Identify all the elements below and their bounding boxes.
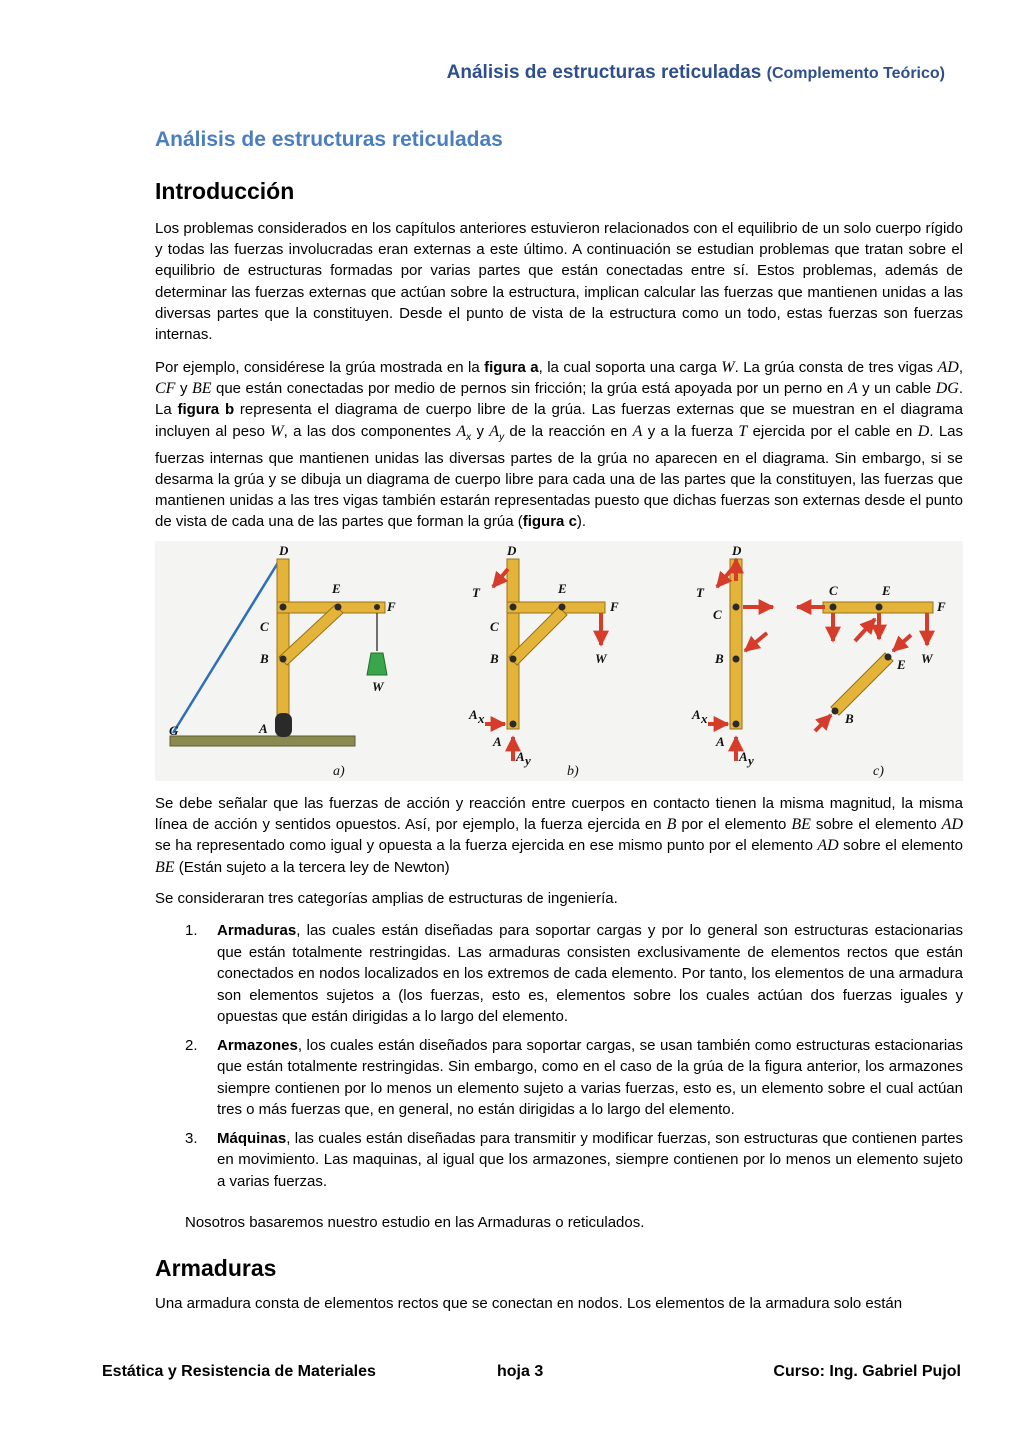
svg-text:D: D <box>732 543 742 558</box>
svg-text:A: A <box>493 734 502 749</box>
svg-text:B: B <box>845 711 854 726</box>
structure-categories-list <box>185 920 963 1199</box>
svg-text:C: C <box>490 619 499 634</box>
svg-text:A: A <box>692 707 701 722</box>
armaduras-heading: Armaduras <box>155 1255 277 1281</box>
document-title: Análisis de estructuras reticuladas <box>155 128 503 151</box>
caption-b: b) <box>567 764 579 779</box>
svg-text:W: W <box>595 651 607 666</box>
svg-text:A: A <box>716 734 725 749</box>
ref-figura-c: figura c <box>522 513 577 531</box>
beam-ad <box>277 559 289 719</box>
paragraph-categories: Se consideraran tres categorías amplias de estructuras de ingeniería. <box>155 890 618 907</box>
caption-c: c) <box>873 764 884 779</box>
ref-figura-b: figura b <box>177 401 235 419</box>
svg-text:F: F <box>937 599 946 614</box>
running-header <box>447 62 945 84</box>
footer-instructor: Curso: Ing. Gabriel Pujol <box>773 1363 961 1380</box>
svg-text:C: C <box>829 583 838 598</box>
svg-text:E: E <box>558 581 567 596</box>
list-item: 2. Armazones, los cuales están diseñados para soportar cargas, se usan también como estructuras estacionarias que están totalmente restringidas. Sin embargo, como en el caso de la grúa de la figura anterior, los armazones siempre contienen por lo menos un elemento sujeto a varias fuerzas, esto es, un elemento sobre el cual actúan tres o más fuerzas que, en general, no están dirigidas a lo largo del elemento. <box>185 1036 963 1118</box>
svg-text:C: C <box>713 607 722 622</box>
caption-a: a) <box>333 764 345 779</box>
svg-text:B: B <box>490 651 499 666</box>
svg-text:D: D <box>507 543 517 558</box>
ground <box>170 736 355 746</box>
svg-text:A: A <box>516 749 525 764</box>
intro-paragraph-2: Por ejemplo, considérese la grúa mostrada en la figura a, la cual soporta una carga W. La grúa consta de tres vigas AD, CF y BE que están conectadas por medio de pernos sin fricción; la grúa está apoyada por un perno en A y un cable DG. La figura b representa el diagrama de cuerpo libre de la grúa. Las fuerzas externas que se muestran en el diagrama incluyen al peso W, a las dos componentes $A_x$ y $A_y$ de la reacción en A y a la fuerza T ejercida por el cable en D. Las fuerzas internas que mantienen unidas las diversas partes de la grúa no aparecen en el diagrama. Sin embargo, si se desarma la grúa y se dibuja un diagrama de cuerpo libre para cada una de las partes que la constituyen, las fuerzas que mantienen unidas a las tres vigas también estarán representadas puesto que dichas fuerzas son externas desde el punto de vista de cada una de las partes que forman la grúa (figura c). <box>155 359 964 531</box>
svg-text:y: y <box>525 753 531 768</box>
footer-page-number: hoja 3 <box>497 1363 544 1380</box>
header-subtitle: (Complemento Teórico) <box>766 65 945 82</box>
label-a: A <box>259 721 268 736</box>
label-g: G <box>169 723 179 738</box>
svg-text:F: F <box>610 599 619 614</box>
weight-w <box>367 653 387 675</box>
label-d: D <box>279 543 289 558</box>
list-item: 3. Máquinas, las cuales están diseñadas para transmitir y modificar fuerzas, son estructuras que contienen partes en movimiento. Las maquinas, al igual que los armazones, siempre contienen por lo menos un elemento sujeto a varias fuerzas. <box>185 1129 963 1190</box>
armaduras-paragraph: Una armadura consta de elementos rectos que se conectan en nodos. Los elementos de la armadura solo están <box>155 1295 903 1312</box>
svg-text:T: T <box>696 585 704 600</box>
intro-paragraph-1: Los problemas considerados en los capítulos anteriores estuvieron relacionados con el equilibrio de un solo cuerpo rígido y todas las fuerzas involucradas eran externas a este último. A continuación se estudian problemas que tratan sobre el equilibrio de estructuras formadas por varias partes que están conectadas entre sí. Estos problemas, además de determinar las fuerzas externas que actúan sobre la estructura, implican calcular las fuerzas que mantienen unidas a las diversas partes que la constituyen. Desde el punto de vista de la estructura como un todo, estas fuerzas son fuerzas internas. <box>155 220 963 344</box>
label-b: B <box>260 651 269 666</box>
svg-text:A: A <box>739 749 748 764</box>
crane-figure <box>155 541 963 781</box>
paragraph-study-focus: Nosotros basaremos nuestro estudio en las Armaduras o reticulados. <box>185 1214 645 1231</box>
svg-text:x: x <box>701 711 708 726</box>
label-f: F <box>387 599 396 614</box>
svg-text:A: A <box>469 707 478 722</box>
ref-figura-a: figura a <box>484 359 539 376</box>
svg-text:y: y <box>748 753 754 768</box>
svg-text:T: T <box>472 585 480 600</box>
label-w: W <box>372 679 384 694</box>
label-c: C <box>260 619 269 634</box>
pin-support-a <box>275 713 292 737</box>
header-title: Análisis de estructuras reticuladas <box>446 62 762 83</box>
svg-text:B: B <box>715 651 724 666</box>
svg-text:W: W <box>921 651 933 666</box>
list-item: 1. Armaduras, las cuales están diseñadas para soportar cargas y por lo general son estructuras estacionarias que están totalmente restringidas. Las armaduras consisten exclusivamente de elementos rectos que están conectados en nodos localizados en los extremos de cada elemento. Por tanto, los elementos de una armadura son elementos sujetos a (los fuerzas, esto es, elementos sobre los cuales actúan dos fuerzas iguales y opuestas que están dirigidas a lo largo del elemento. <box>185 922 963 1025</box>
paragraph-action-reaction: Se debe señalar que las fuerzas de acción y reacción entre cuerpos en contacto tienen la misma magnitud, la misma línea de acción y sentidos opuestos. Así, por ejemplo, la fuerza ejercida en B por el elemento BE sobre el elemento AD se ha representado como igual y opuesta a la fuerza ejercida en ese mismo punto por el elemento AD sobre el elemento BE (Están sujeto a la tercera ley de Newton) <box>155 795 963 876</box>
svg-text:E: E <box>882 583 891 598</box>
intro-heading: Introducción <box>155 178 295 204</box>
footer-course-name: Estática y Resistencia de Materiales <box>102 1363 376 1380</box>
label-e: E <box>332 581 341 596</box>
svg-text:x: x <box>478 711 485 726</box>
svg-text:E: E <box>897 657 906 672</box>
